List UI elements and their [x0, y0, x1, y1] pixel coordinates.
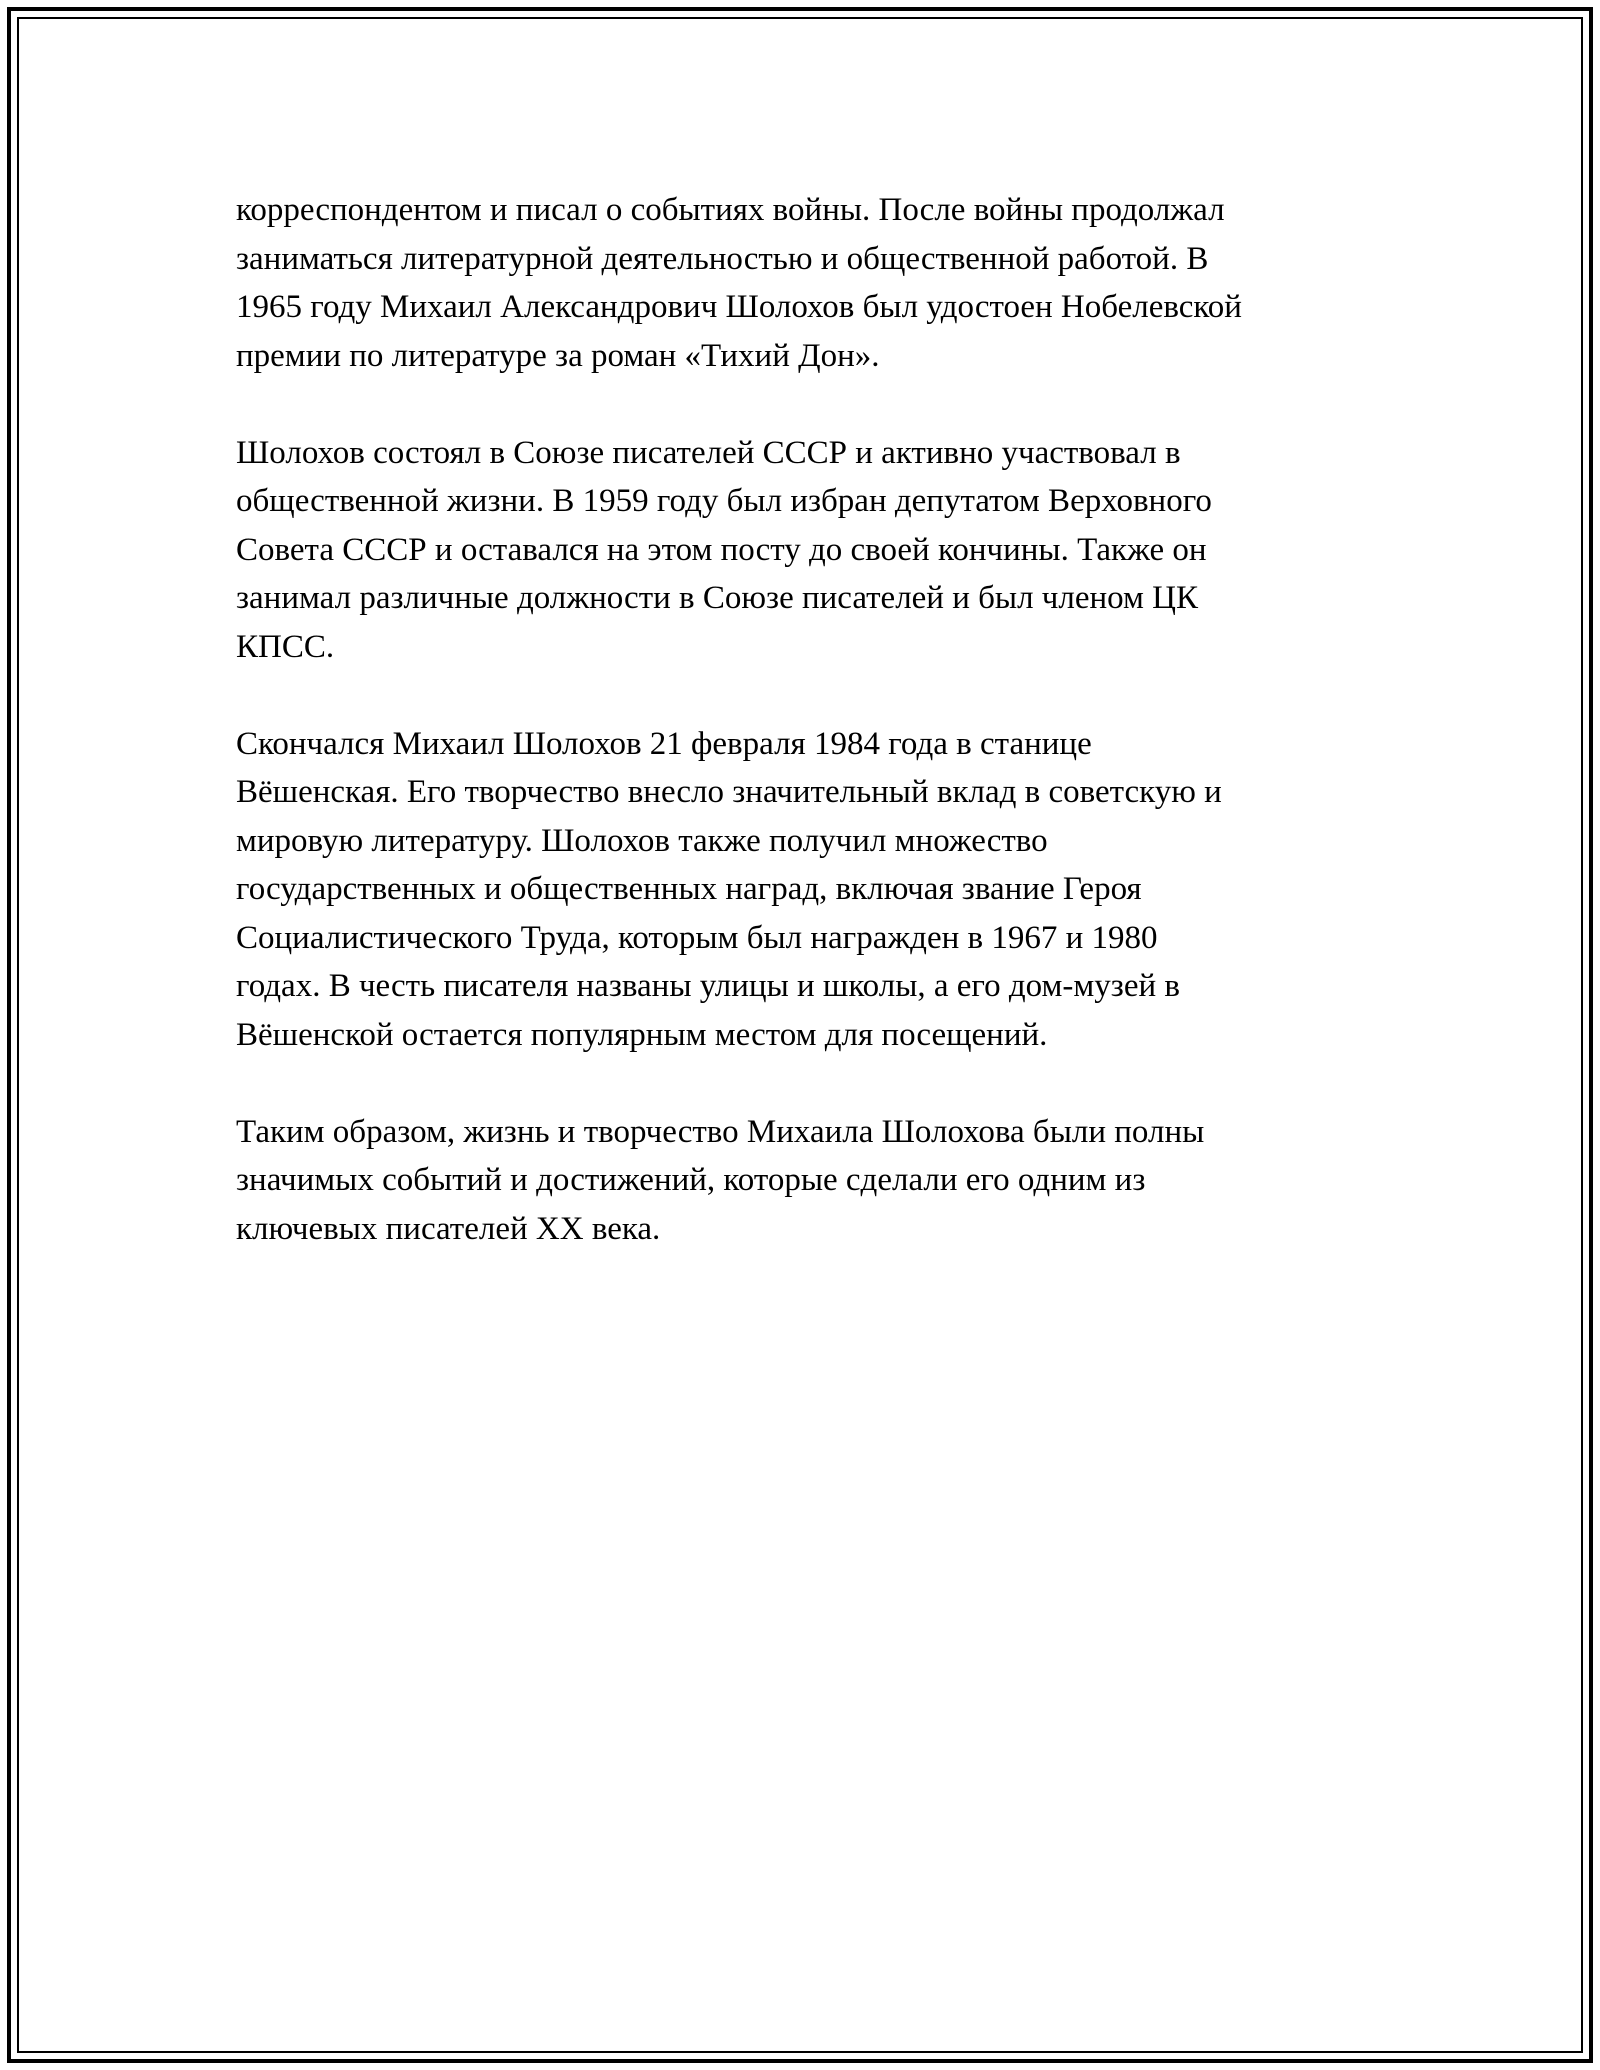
- text-line: корреспондентом и писал о событиях войны. После войны продолжал: [236, 192, 1225, 228]
- text-line: Скончался Михаил Шолохов 21 февраля 1984 года в станице: [236, 725, 1092, 762]
- text-line: Шолохов состоял в Союзе писателей СССР и активно участвовал в: [236, 434, 1181, 471]
- text-line: мировую литературу. Шолохов также получил множество: [236, 822, 1048, 859]
- text-line: 1965 году Михаил Александрович Шолохов был удостоен Нобелевской: [236, 289, 1242, 325]
- text-line: Таким образом, жизнь и творчество Михаила Шолохова были полны: [236, 1113, 1205, 1150]
- text-line: общественной жизни. В 1959 году был избран депутатом Верховного: [236, 483, 1212, 519]
- text-line: ключевых писателей XX века.: [236, 1210, 661, 1247]
- text-line: заниматься литературной деятельностью и общественной работой. В: [236, 240, 1209, 277]
- text-line: премии по литературе за роман «Тихий Дон».: [236, 337, 880, 374]
- paragraph: [236, 429, 1396, 672]
- paragraph: [236, 186, 1396, 380]
- text-line: Социалистического Труда, которым был награжден в 1967 и 1980: [236, 919, 1158, 956]
- document-body: [236, 186, 1396, 1302]
- paragraph: [236, 1108, 1396, 1254]
- text-line: значимых событий и достижений, которые сделали его одним из: [236, 1162, 1146, 1198]
- text-line: государственных и общественных наград, включая звание Героя: [236, 871, 1142, 907]
- text-line: Вёшенская. Его творчество внесло значительный вклад в советскую и: [236, 774, 1222, 810]
- text-line: КПСС.: [236, 628, 335, 665]
- text-line: занимал различные должности в Союзе писателей и был членом ЦК: [236, 580, 1199, 616]
- paragraph: [236, 720, 1396, 1060]
- text-line: Вёшенской остается популярным местом для посещений.: [236, 1016, 1048, 1053]
- text-line: Совета СССР и оставался на этом посту до своей кончины. Также он: [236, 531, 1207, 568]
- text-line: годах. В честь писателя названы улицы и школы, а его дом-музей в: [236, 968, 1180, 1004]
